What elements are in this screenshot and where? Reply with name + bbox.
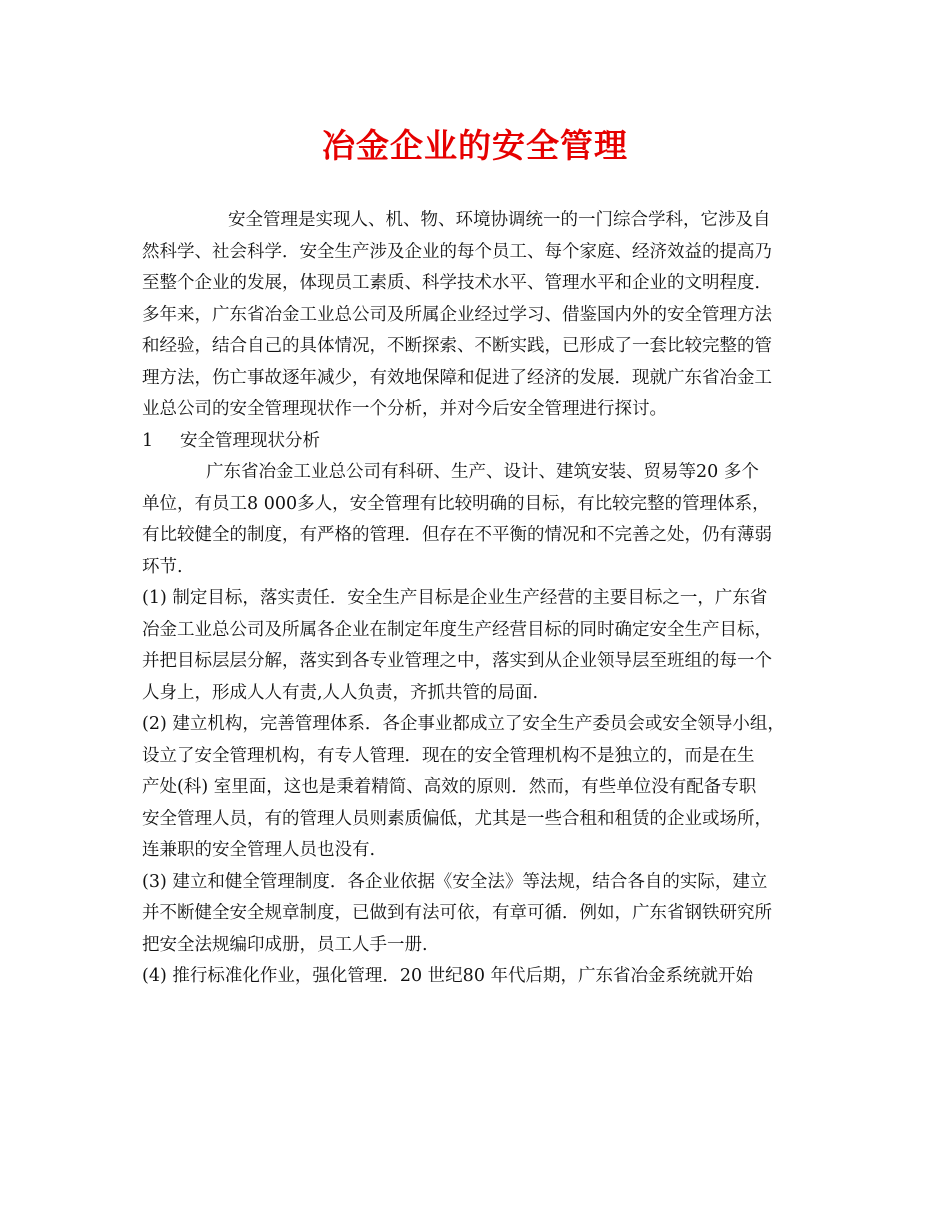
- paragraph-line: 连兼职的安全管理人员也没有.: [142, 840, 376, 860]
- list-item-line: (4) 推行标准化作业，强化管理．20 世纪80 年代后期，广东省冶金系统就开始: [142, 966, 754, 986]
- paragraph-line: 单位，有员工8 000多人，安全管理有比较明确的目标，有比较完整的管理体系，: [142, 493, 770, 514]
- paragraph-line: 人身上，形成人人有责,人人负责，齐抓共管的局面.: [142, 682, 539, 703]
- paragraph-line: 多年来，广东省冶金工业总公司及所属企业经过学习、借鉴国内外的安全管理方法: [142, 304, 772, 325]
- list-item-line: (2) 建立机构，完善管理体系．各企事业都成立了安全生产委员会或安全领导小组，: [142, 714, 785, 734]
- paragraph-line: 环节.: [142, 556, 183, 577]
- paragraph-line: 然科学、社会科学．安全生产涉及企业的每个员工、每个家庭、经济效益的提高乃: [142, 241, 772, 262]
- paragraph-line: 并把目标层层分解，落实到各专业管理之中，落实到从企业领导层至班组的每一个: [142, 651, 772, 671]
- list-item-line: (3) 建立和健全管理制度．各企业依据《安全法》等法规，结合各自的实际，建立: [142, 871, 768, 892]
- paragraph-line: 至整个企业的发展，体现员工素质、科学技术水平、管理水平和企业的文明程度．: [142, 273, 772, 293]
- list-item-line: (1) 制定目标，落实责任．安全生产目标是企业生产经营的主要目标之一，广东省: [142, 588, 768, 608]
- paragraph-line: 把安全法规编印成册，员工人手一册.: [142, 934, 428, 955]
- paragraph-line: 业总公司的安全管理现状作一个分析，并对今后安全管理进行探讨。: [142, 399, 667, 419]
- page-title: 冶金企业的安全管理: [322, 126, 628, 165]
- paragraph-line: 安全管理人员，有的管理人员则素质偏低，尤其是一些合租和租赁的企业或场所，: [142, 808, 772, 829]
- document-body: [142, 205, 814, 993]
- paragraph-line: 安全管理是实现人、机、物、环境协调统一的一门综合学科，它涉及自: [228, 210, 771, 230]
- paragraph-line: 并不断健全安全规章制度，已做到有法可依，有章可循．例如，广东省钢铁研究所: [142, 903, 772, 923]
- section-number: 1: [142, 430, 154, 451]
- paragraph-line: 设立了安全管理机构，有专人管理．现在的安全管理机构不是独立的，而是在生: [142, 745, 755, 766]
- paragraph-line: 产处(科) 室里面，这也是秉着精简、高效的原则．然而，有些单位没有配备专职: [142, 777, 757, 797]
- paragraph-line: 冶金工业总公司及所属各企业在制定年度生产经营目标的同时确定安全生产目标，: [142, 619, 772, 640]
- paragraph-line: 广东省冶金工业总公司有科研、生产、设计、建筑安装、贸易等20 多个: [206, 462, 759, 482]
- paragraph-line: 有比较健全的制度，有严格的管理．但存在不平衡的情况和不完善之处，仍有薄弱: [142, 525, 772, 545]
- paragraph-line: 理方法，伤亡事故逐年减少，有效地保障和促进了经济的发展．现就广东省冶金工: [142, 367, 772, 388]
- section-heading: [142, 426, 814, 458]
- paragraph-line: 和经验，结合自己的具体情况，不断探索、不断实践，已形成了一套比较完整的管: [142, 336, 772, 356]
- section-heading-text: 安全管理现状分析: [180, 430, 320, 451]
